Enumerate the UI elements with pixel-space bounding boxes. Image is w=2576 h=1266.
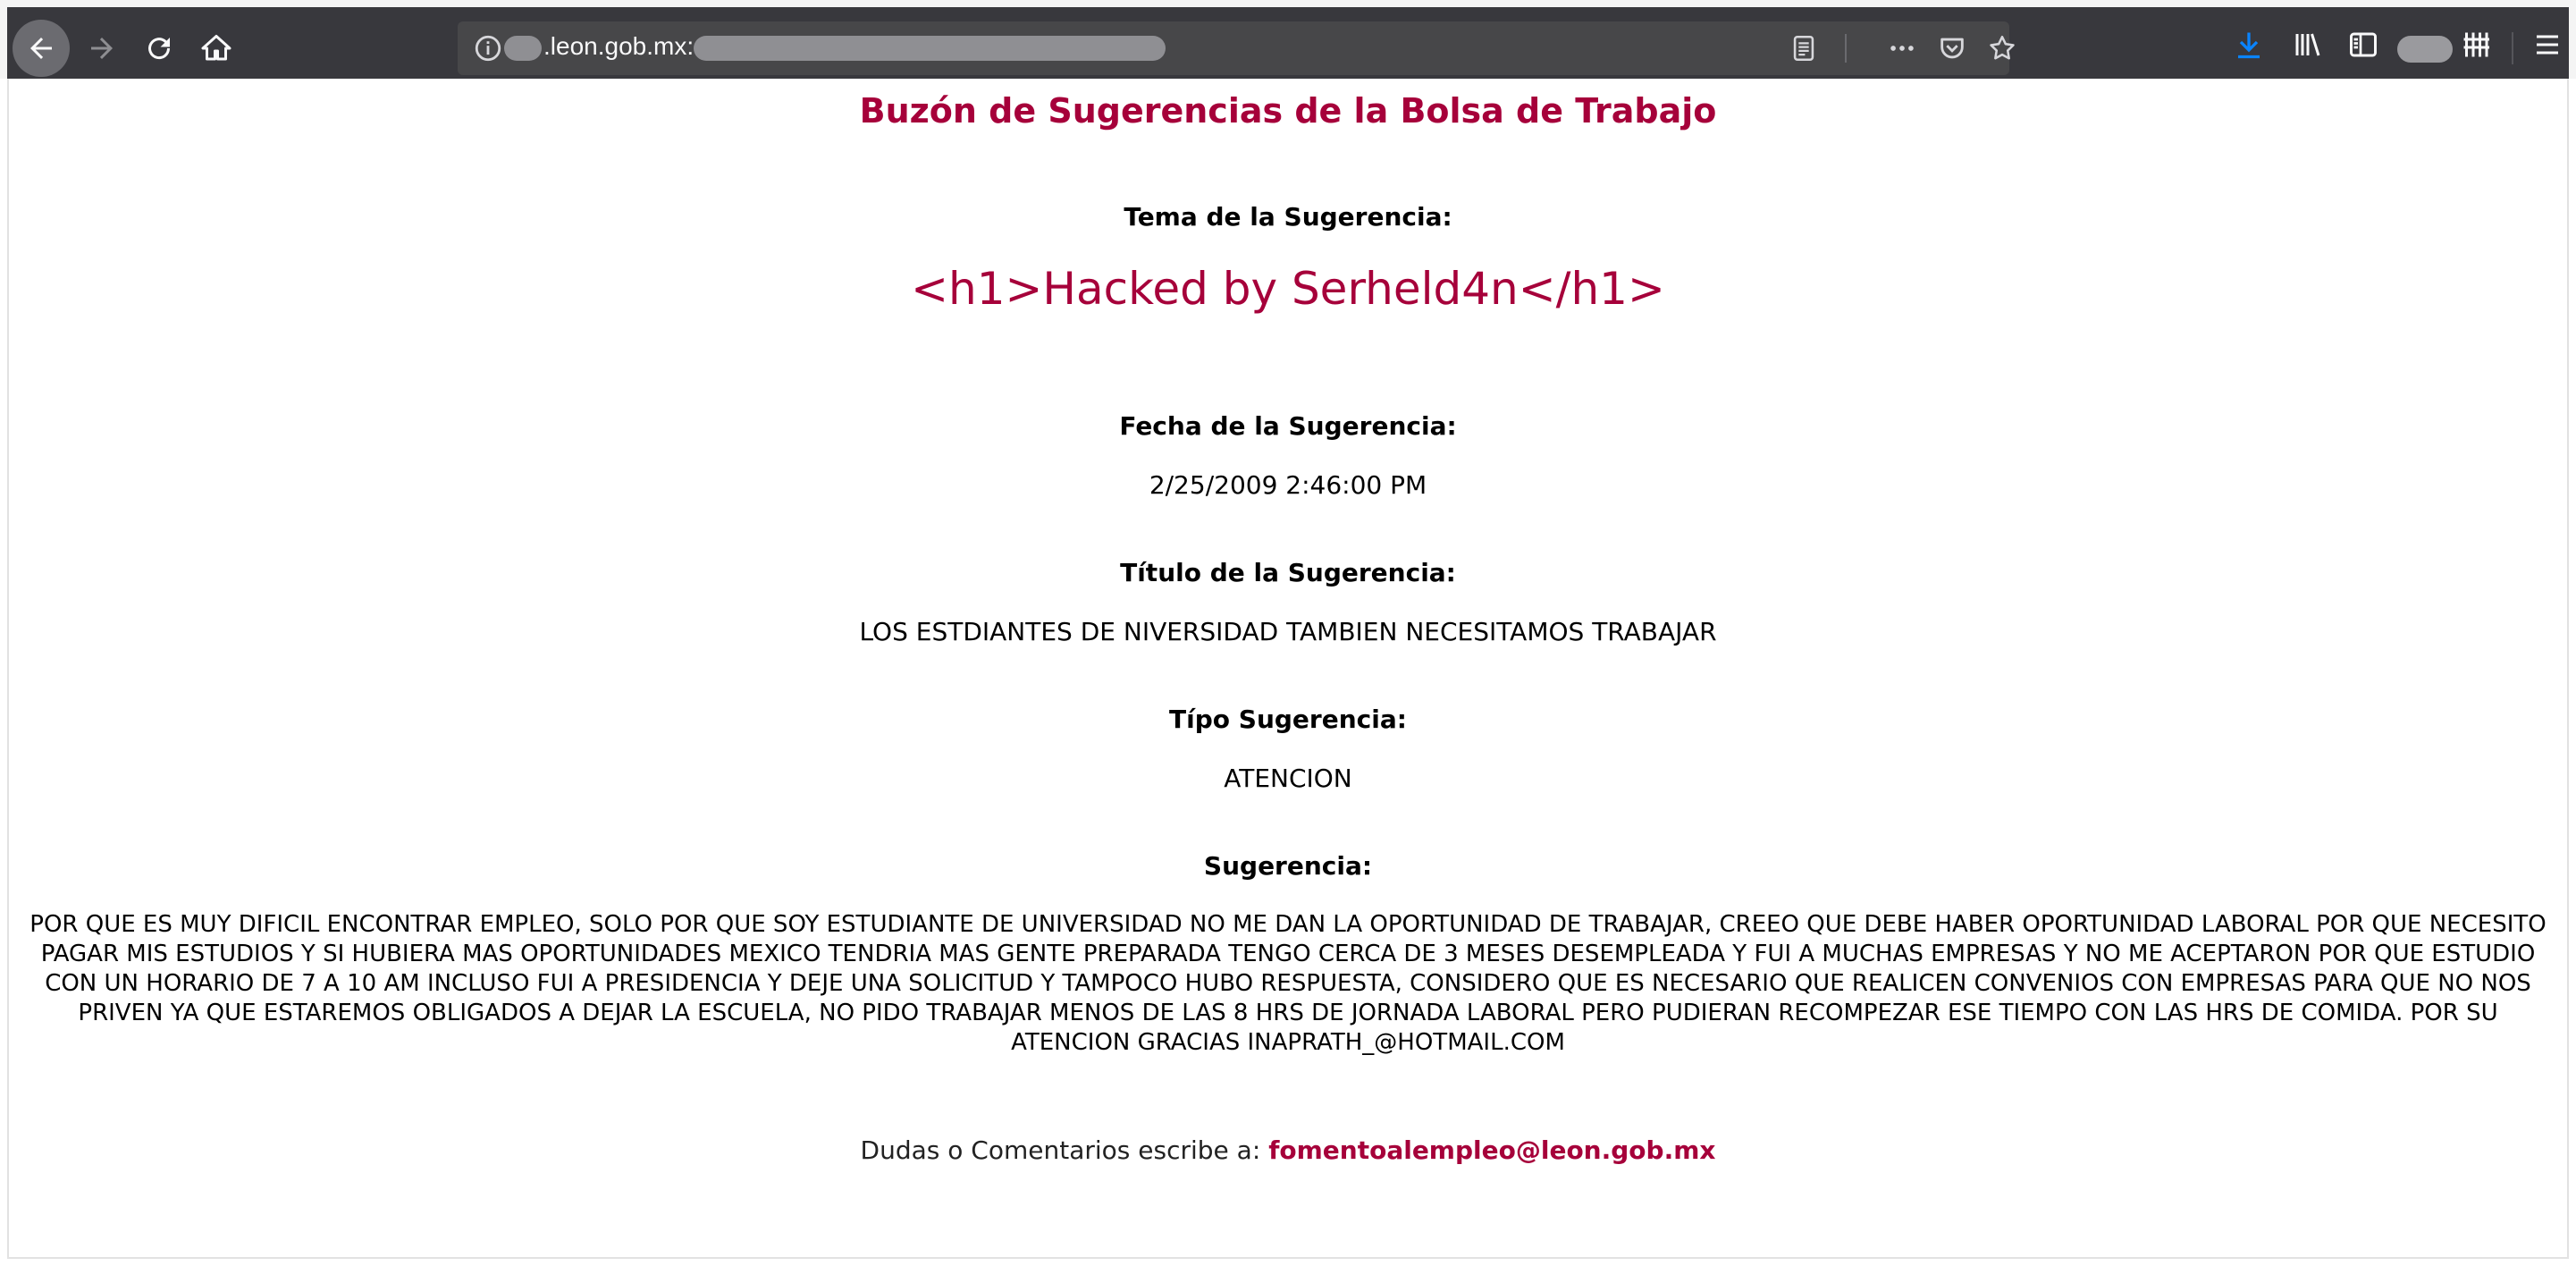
fecha-value: 2/25/2009 2:46:00 PM: [1149, 470, 1427, 500]
urlbar-separator: [1845, 34, 1847, 63]
forward-arrow-icon: [86, 32, 118, 64]
redacted-subdomain: [504, 36, 542, 61]
reload-icon: [143, 32, 175, 64]
forward-button[interactable]: [77, 23, 127, 73]
footer-text: Dudas o Comentarios escribe a:: [860, 1135, 1269, 1165]
sugerencia-label: Sugerencia:: [1203, 851, 1373, 881]
info-icon[interactable]: [470, 30, 506, 66]
bookmark-star-icon[interactable]: [1984, 30, 2020, 66]
pocket-icon[interactable]: [1934, 30, 1970, 66]
download-icon[interactable]: [2231, 27, 2267, 63]
home-button[interactable]: [191, 23, 241, 73]
page-actions-icon[interactable]: [1884, 30, 1920, 66]
footer-email-link[interactable]: fomentoalempleo@leon.gob.mx: [1268, 1135, 1716, 1165]
library-icon[interactable]: [2290, 27, 2326, 63]
browser-toolbar: [0, 0, 2576, 79]
sidebar-icon[interactable]: [2345, 27, 2381, 63]
reader-view-icon[interactable]: [1786, 30, 1822, 66]
toolbar-separator: [2512, 32, 2513, 64]
page-title: Buzón de Sugerencias de la Bolsa de Trabajo: [859, 91, 1717, 131]
home-icon: [200, 32, 232, 64]
menu-icon[interactable]: [2530, 27, 2565, 63]
tipo-label: Típo Sugerencia:: [1169, 705, 1407, 734]
sugerencia-text: POR QUE ES MUY DIFICIL ENCONTRAR EMPLEO, SOLO POR QUE SOY ESTUDIANTE DE UNIVERSIDAD NO ME DAN LA OPORTUNIDAD DE TRABAJAR, CREEO QUE DEBE HABER OPORTUNIDAD LABORAL POR QUE NECESITO PAGAR MIS ESTUDIOS Y SI HUBIERA MAS OPORTUNIDADES MEXICO TENDRIA MAS GENTE PREPARADA TENGO CERCA DE 3 MESES DESEMPLEADA Y FUI A MUCHAS EMPRESAS Y NO ME ACEPTARON POR QUE ESTUDIO CON UN HORARIO DE 7 A 10 AM INCLUSO FUI A PRESIDENCIA Y DEJE UNA SOLICITUD Y TAMPOCO HUBO RESPUESTA, CONSIDERO QUE ES NECESARIO QUE REALICEN CONVENIOS CON EMPRESAS PARA QUE NO NOS PRIVEN YA QUE ESTAREMOS OBLIGADOS A DEJAR LA ESCUELA, NO PIDO TRABAJAR MENOS DE LAS 8 HRS DE JORNADA LABORAL PERO PUDIERAN RECOMPEZAR ESE TIEMPO CON LAS HRS DE COMIDA. POR SU ATENCION GRACIAS INAPRATH_@HOTMAIL.COM: [29, 911, 2547, 1056]
titulo-label: Título de la Sugerencia:: [1120, 558, 1456, 587]
footer: [9, 1135, 2567, 1165]
url-bar[interactable]: [458, 21, 2009, 75]
reload-button[interactable]: [134, 23, 184, 73]
url-text[interactable]: .leon.gob.mx:: [543, 32, 695, 60]
fecha-label: Fecha de la Sugerencia:: [1119, 411, 1457, 441]
back-button[interactable]: [13, 20, 70, 77]
extension-icon[interactable]: [2458, 27, 2494, 63]
tipo-value: ATENCION: [1224, 764, 1352, 793]
tema-value: <h1>Hacked by Serheld4n</h1>: [911, 263, 1665, 315]
back-arrow-icon: [25, 32, 57, 64]
redacted-path: [694, 36, 1166, 61]
tema-label: Tema de la Sugerencia:: [1124, 202, 1452, 232]
account-icon[interactable]: [2397, 36, 2453, 63]
titulo-value: LOS ESTDIANTES DE NIVERSIDAD TAMBIEN NECESITAMOS TRABAJAR: [859, 617, 1717, 646]
page-content: [7, 79, 2569, 1259]
